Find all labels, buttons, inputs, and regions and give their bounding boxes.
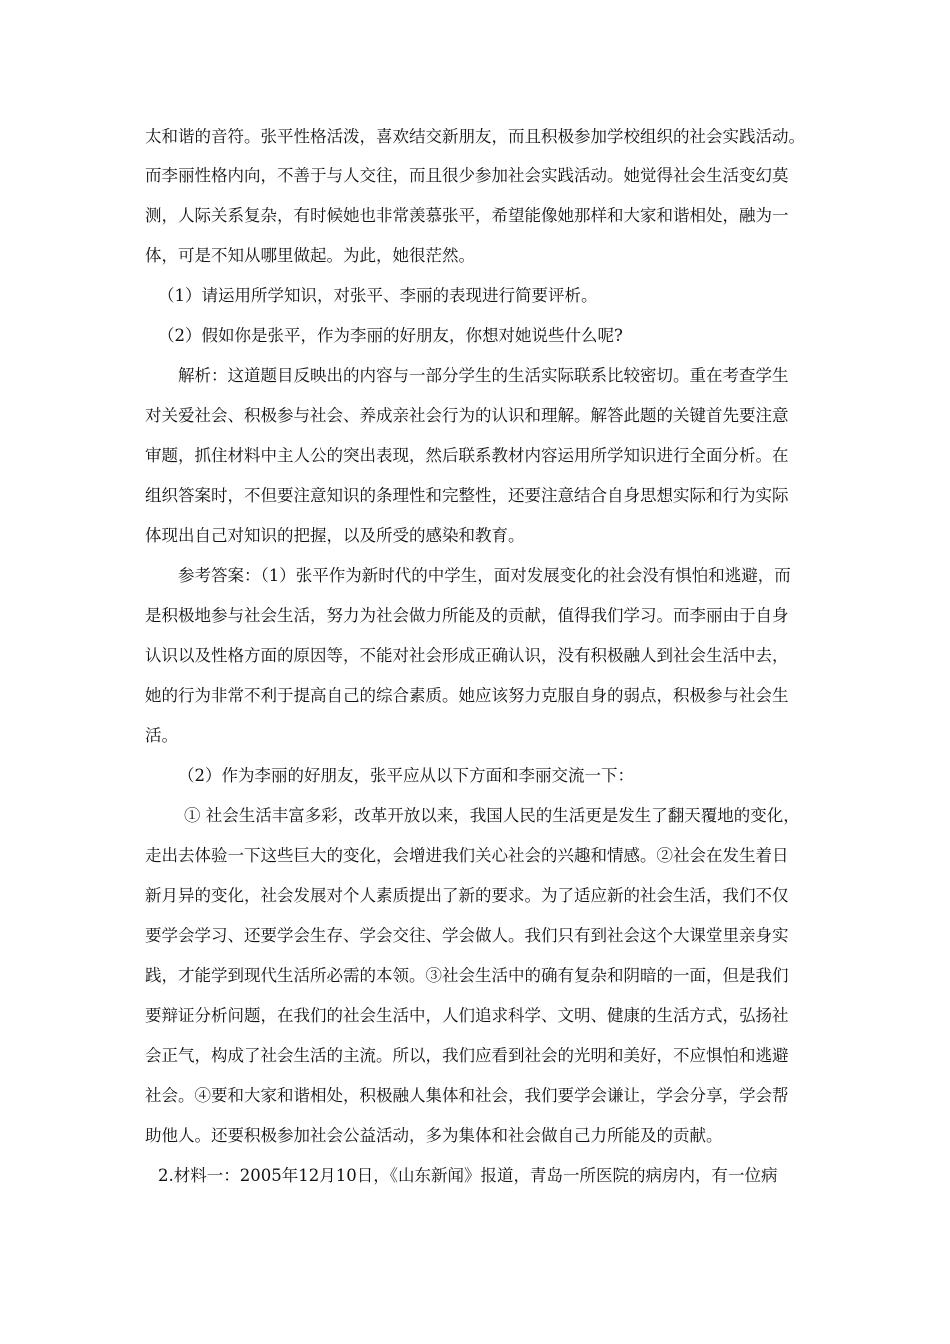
answer-line: 社会。④要和大家和谐相处，积极融人集体和社会，我们要学会谦让，学会分享，学会帮 bbox=[145, 1086, 789, 1105]
question-line: （2）假如你是张平，作为李丽的好朋友，你想对她说些什么呢? bbox=[158, 326, 623, 345]
answer-line: 她的行为非常不利于提高自己的综合素质。她应该努力克服自身的弱点，积极参与社会生 bbox=[145, 686, 789, 705]
question-line: （1）请运用所学知识，对张平、李丽的表现进行简要评析。 bbox=[158, 286, 598, 305]
answer-line: （2）作为李丽的好朋友，张平应从以下方面和李丽交流一下： bbox=[178, 766, 634, 785]
answer-line: 会正气，构成了社会生活的主流。所以，我们应看到社会的光明和美好，不应惧怕和逃避 bbox=[145, 1046, 789, 1065]
answer-line: 要辩证分析问题，在我们的社会生活中，人们追求科学、文明、健康的生活方式，弘扬社 bbox=[145, 1006, 789, 1025]
analysis-line: 组织答案时，不但要注意知识的条理性和完整性，还要注意结合自身思想实际和行为实际 bbox=[145, 486, 789, 505]
answer-line: 认识以及性格方面的原因等，不能对社会形成正确认识，没有积极融人到社会生活中去， bbox=[145, 646, 789, 665]
answer-line: 活。 bbox=[145, 726, 178, 745]
material-line: 2.材料一：2005年12月10日，《山东新闻》报道，青岛一所医院的病房内，有一位病 bbox=[158, 1166, 778, 1185]
answer-line: 新月异的变化，社会发展对个人素质提出了新的要求。为了适应新的社会生活，我们不仅 bbox=[145, 886, 789, 905]
answer-line: 助他人。还要积极参加社会公益活动，多为集体和社会做自己力所能及的贡献。 bbox=[145, 1126, 723, 1145]
answer-line: 参考答案：（1）张平作为新时代的中学生，面对发展变化的社会没有惧怕和逃避，而 bbox=[178, 566, 791, 585]
analysis-line: 对关爱社会、积极参与社会、养成亲社会行为的认识和理解。解答此题的关键首先要注意 bbox=[145, 406, 789, 425]
answer-line: ① 社会生活丰富多彩，改革开放以来，我国人民的生活更是发生了翻天覆地的变化， bbox=[184, 806, 800, 825]
paragraph-line: 太和谐的音符。张平性格活泼，喜欢结交新朋友，而且积极参加学校组织的社会实践活动。 bbox=[145, 127, 805, 146]
answer-line: 是积极地参与社会生活，努力为社会做力所能及的贡献，值得我们学习。而李丽由于自身 bbox=[145, 606, 789, 625]
analysis-line: 体现出自己对知识的把握，以及所受的感染和教育。 bbox=[145, 526, 525, 545]
answer-line: 走出去体验一下这些巨大的变化，会增进我们关心社会的兴趣和情感。②社会在发生着日 bbox=[145, 846, 789, 865]
paragraph-line: 测，人际关系复杂，有时候她也非常羡慕张平，希望能像她那样和大家和谐相处，融为一 bbox=[145, 206, 789, 225]
analysis-line: 解析：这道题目反映出的内容与一部分学生的生活实际联系比较密切。重在考查学生 bbox=[178, 366, 789, 385]
answer-line: 践，才能学到现代生活所必需的本领。③社会生活中的确有复杂和阴暗的一面，但是我们 bbox=[145, 966, 789, 985]
analysis-line: 审题，抓住材料中主人公的突出表现，然后联系教材内容运用所学知识进行全面分析。在 bbox=[145, 446, 789, 465]
paragraph-line: 体，可是不知从哪里做起。为此，她很茫然。 bbox=[145, 246, 475, 265]
answer-line: 要学会学习、还要学会生存、学会交往、学会做人。我们只有到社会这个大课堂里亲身实 bbox=[145, 926, 789, 945]
paragraph-line: 而李丽性格内向，不善于与人交往，而且很少参加社会实践活动。她觉得社会生活变幻莫 bbox=[145, 166, 789, 185]
